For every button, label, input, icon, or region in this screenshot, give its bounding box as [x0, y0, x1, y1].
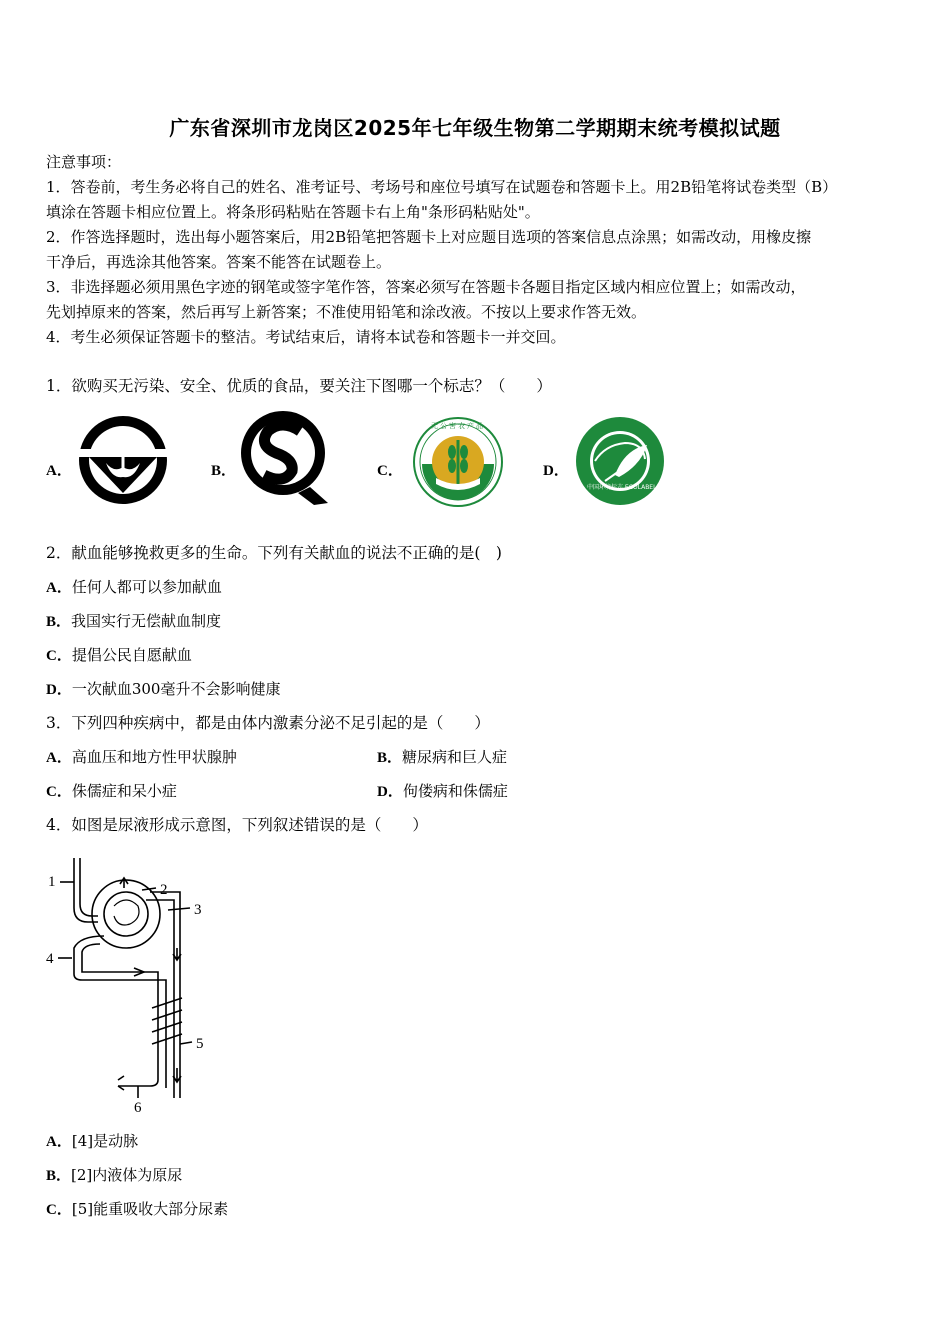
option-text: 高血压和地方性甲状腺肿	[71, 748, 237, 766]
q1-option-a-label: A．	[46, 463, 72, 479]
question-3-stem: 3．下列四种疾病中，都是由体内激素分泌不足引起的是（ ）	[46, 714, 490, 732]
logo-a-icon	[76, 413, 170, 507]
option-label: C．	[46, 1202, 72, 1218]
question-4-stem: 4．如图是尿液形成示意图，下列叙述错误的是（ ）	[46, 816, 428, 834]
q4-option-b	[46, 1165, 182, 1186]
q2-option-b	[46, 611, 221, 632]
q1-option-b-label: B．	[211, 463, 237, 479]
option-label: C．	[46, 648, 72, 664]
option-text: [5]能重吸收大部分尿素	[71, 1200, 229, 1218]
diagram-label-5: 5	[196, 1036, 204, 1052]
option-label: A．	[46, 750, 72, 766]
diagram-label-3: 3	[194, 902, 202, 918]
option-label: D．	[46, 682, 72, 698]
question-1-stem: 1．欲购买无污染、安全、优质的食品，要关注下图哪一个标志？（ ）	[46, 377, 552, 395]
diagram-label-4: 4	[46, 951, 54, 967]
notes-line: 先划掉原来的答案，然后再写上新答案；不准使用铅笔和涂改液。不按以上要求作答无效。	[46, 303, 647, 321]
option-text: 一次献血300毫升不会影响健康	[71, 680, 281, 698]
option-label: D．	[377, 784, 403, 800]
logo-d-text: 中国环境标志 ECOLABELLING	[587, 484, 671, 491]
q2-option-d	[46, 679, 280, 700]
option-label: A．	[46, 1134, 72, 1150]
option-text: 侏儒症和呆小症	[71, 782, 177, 800]
notes-line: 3．非选择题必须用黑色字迹的钢笔或签字笔作答，答案必须写在答题卡各题目指定区域内相应位置上；如需改动，	[46, 278, 806, 296]
notes-heading: 注意事项：	[46, 153, 122, 171]
q3-option-b	[377, 747, 507, 768]
option-label: B．	[377, 750, 403, 766]
q2-option-a	[46, 577, 222, 598]
option-label: B．	[46, 1168, 72, 1184]
option-text: 提倡公民自愿献血	[71, 646, 192, 664]
logo-c-text: 无公害农产品	[431, 422, 485, 430]
notes-line: 1．答卷前，考生务必将自己的姓名、准考证号、考场号和座位号填写在试题卷和答题卡上。用2B铅笔将试卷类型（B）	[46, 178, 838, 196]
notes-line: 2．作答选择题时，选出每小题答案后，用2B铅笔把答题卡上对应题目选项的答案信息点涂黑；如需改动，用橡皮擦	[46, 228, 812, 246]
q3-option-a	[46, 747, 237, 768]
notes-line: 4．考生必须保证答题卡的整洁。考试结束后，请将本试卷和答题卡一并交回。	[46, 328, 566, 346]
option-text: [4]是动脉	[71, 1132, 139, 1150]
q4-option-c	[46, 1199, 228, 1220]
q3-option-d	[377, 781, 508, 802]
q4-option-a	[46, 1131, 138, 1152]
q2-option-c	[46, 645, 192, 666]
diagram-label-6: 6	[134, 1100, 142, 1116]
option-text: [2]内液体为原尿	[71, 1166, 183, 1184]
diagram-label-2: 2	[160, 882, 168, 898]
option-text: 糖尿病和巨人症	[402, 748, 508, 766]
option-text: 我国实行无偿献血制度	[71, 612, 222, 630]
q3-option-c	[46, 781, 177, 802]
page-title: 广东省深圳市龙岗区2025年七年级生物第二学期期末统考模拟试题	[169, 116, 781, 140]
logo-d-icon	[575, 415, 665, 507]
notes-line: 填涂在答题卡相应位置上。将条形码粘贴在答题卡右上角"条形码粘贴处"。	[46, 203, 540, 221]
logo-b-icon	[236, 405, 332, 507]
question-2-stem: 2．献血能够挽救更多的生命。下列有关献血的说法不正确的是( )	[46, 544, 502, 562]
option-label: C．	[46, 784, 72, 800]
q1-option-d-label: D．	[543, 463, 569, 479]
diagram-label-1: 1	[48, 874, 56, 890]
option-text: 任何人都可以参加献血	[71, 578, 222, 596]
option-label: A．	[46, 580, 72, 596]
option-label: B．	[46, 614, 72, 630]
nephron-diagram	[40, 848, 230, 1118]
q1-option-c-label: C．	[377, 463, 403, 479]
notes-line: 干净后，再选涂其他答案。答案不能答在试题卷上。	[46, 253, 392, 271]
option-text: 佝偻病和侏儒症	[402, 782, 508, 800]
